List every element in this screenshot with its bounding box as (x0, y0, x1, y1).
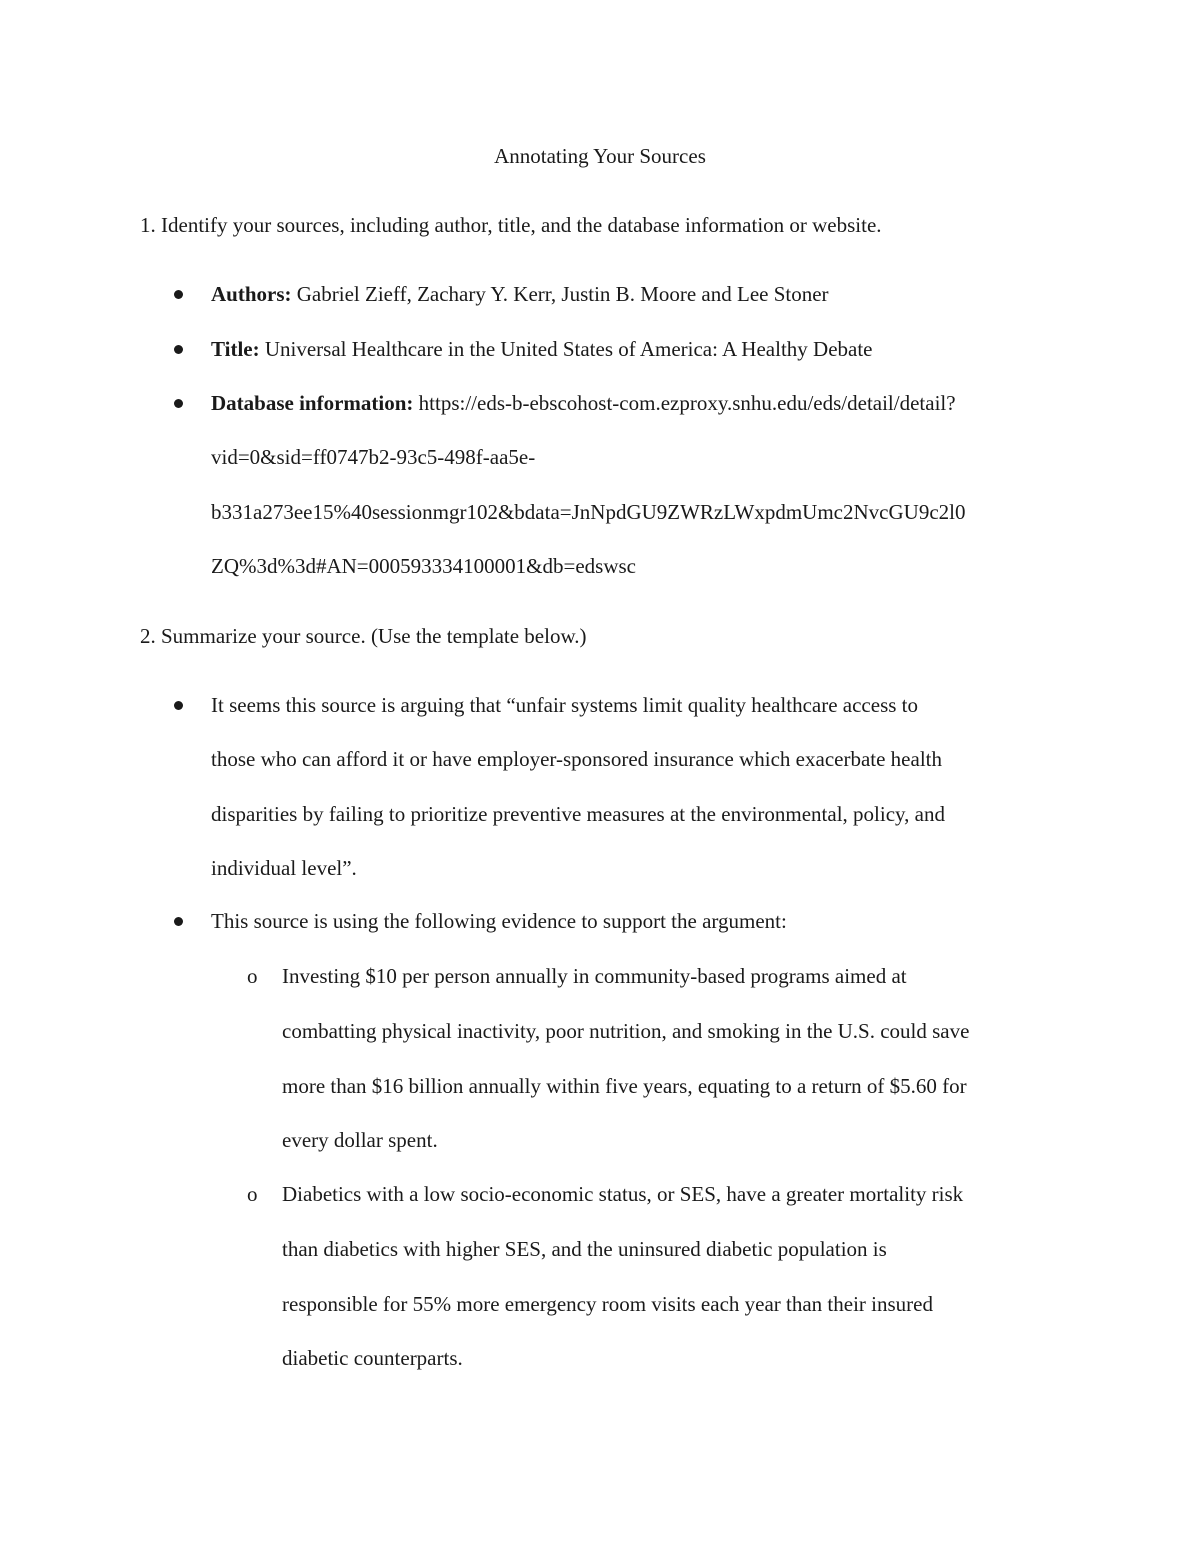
database-url-line-2: vid=0&sid=ff0747b2-93c5-498f-aa5e- (211, 445, 536, 469)
database-url-line-4: ZQ%3d%3d#AN=000593334100001&db=edswsc (211, 554, 636, 578)
evidence-2-line-2: than diabetics with higher SES, and the uninsured diabetic population is (282, 1237, 887, 1261)
argument-line-3: disparities by failing to prioritize preventive measures at the environmental, policy, and (211, 802, 945, 826)
evidence-1-line-1: Investing $10 per person annually in community-based programs aimed at (282, 964, 907, 988)
bullet-marker (174, 917, 183, 926)
bullet-marker (174, 290, 183, 299)
section-1-heading: 1. Identify your sources, including author, title, and the database information or website. (140, 213, 882, 237)
bullet-marker (174, 701, 183, 710)
sub-bullet-marker: o (247, 1182, 258, 1206)
bullet-marker (174, 345, 183, 354)
evidence-1-line-3: more than $16 billion annually within five years, equating to a return of $5.60 for (282, 1074, 967, 1098)
title-label: Title: (211, 337, 260, 361)
authors-value: Gabriel Zieff, Zachary Y. Kerr, Justin B. Moore and Lee Stoner (296, 282, 829, 306)
argument-line-4: individual level”. (211, 856, 357, 880)
argument-line-1: It seems this source is arguing that “unfair systems limit quality healthcare access to (211, 693, 919, 717)
database-item (211, 387, 956, 419)
database-url-line-1: https://eds-b-ebscohost-com.ezproxy.snhu.edu/eds/detail/detail? (418, 391, 956, 415)
evidence-2-line-4: diabetic counterparts. (282, 1346, 463, 1370)
title-value: Universal Healthcare in the United States of America: A Healthy Debate (264, 337, 873, 361)
title-item (211, 333, 873, 365)
argument-line-2: those who can afford it or have employer-sponsored insurance which exacerbate health (211, 747, 942, 771)
evidence-2-line-3: responsible for 55% more emergency room visits each year than their insured (282, 1292, 933, 1316)
section-2-heading: 2. Summarize your source. (Use the template below.) (140, 624, 587, 648)
document-title: Annotating Your Sources (494, 144, 706, 168)
evidence-1-line-4: every dollar spent. (282, 1128, 438, 1152)
sub-bullet-marker: o (247, 964, 258, 988)
evidence-intro: This source is using the following evidence to support the argument: (211, 909, 787, 933)
authors-label: Authors: (211, 282, 292, 306)
evidence-2-line-1: Diabetics with a low socio-economic status, or SES, have a greater mortality risk (282, 1182, 964, 1206)
database-url-line-3: b331a273ee15%40sessionmgr102&bdata=JnNpdGU9ZWRzLWxpdmUmc2NvcGU9c2l0 (211, 500, 966, 524)
bullet-marker (174, 399, 183, 408)
authors-item (211, 278, 829, 310)
evidence-1-line-2: combatting physical inactivity, poor nutrition, and smoking in the U.S. could save (282, 1019, 970, 1043)
database-label: Database information: (211, 391, 414, 415)
